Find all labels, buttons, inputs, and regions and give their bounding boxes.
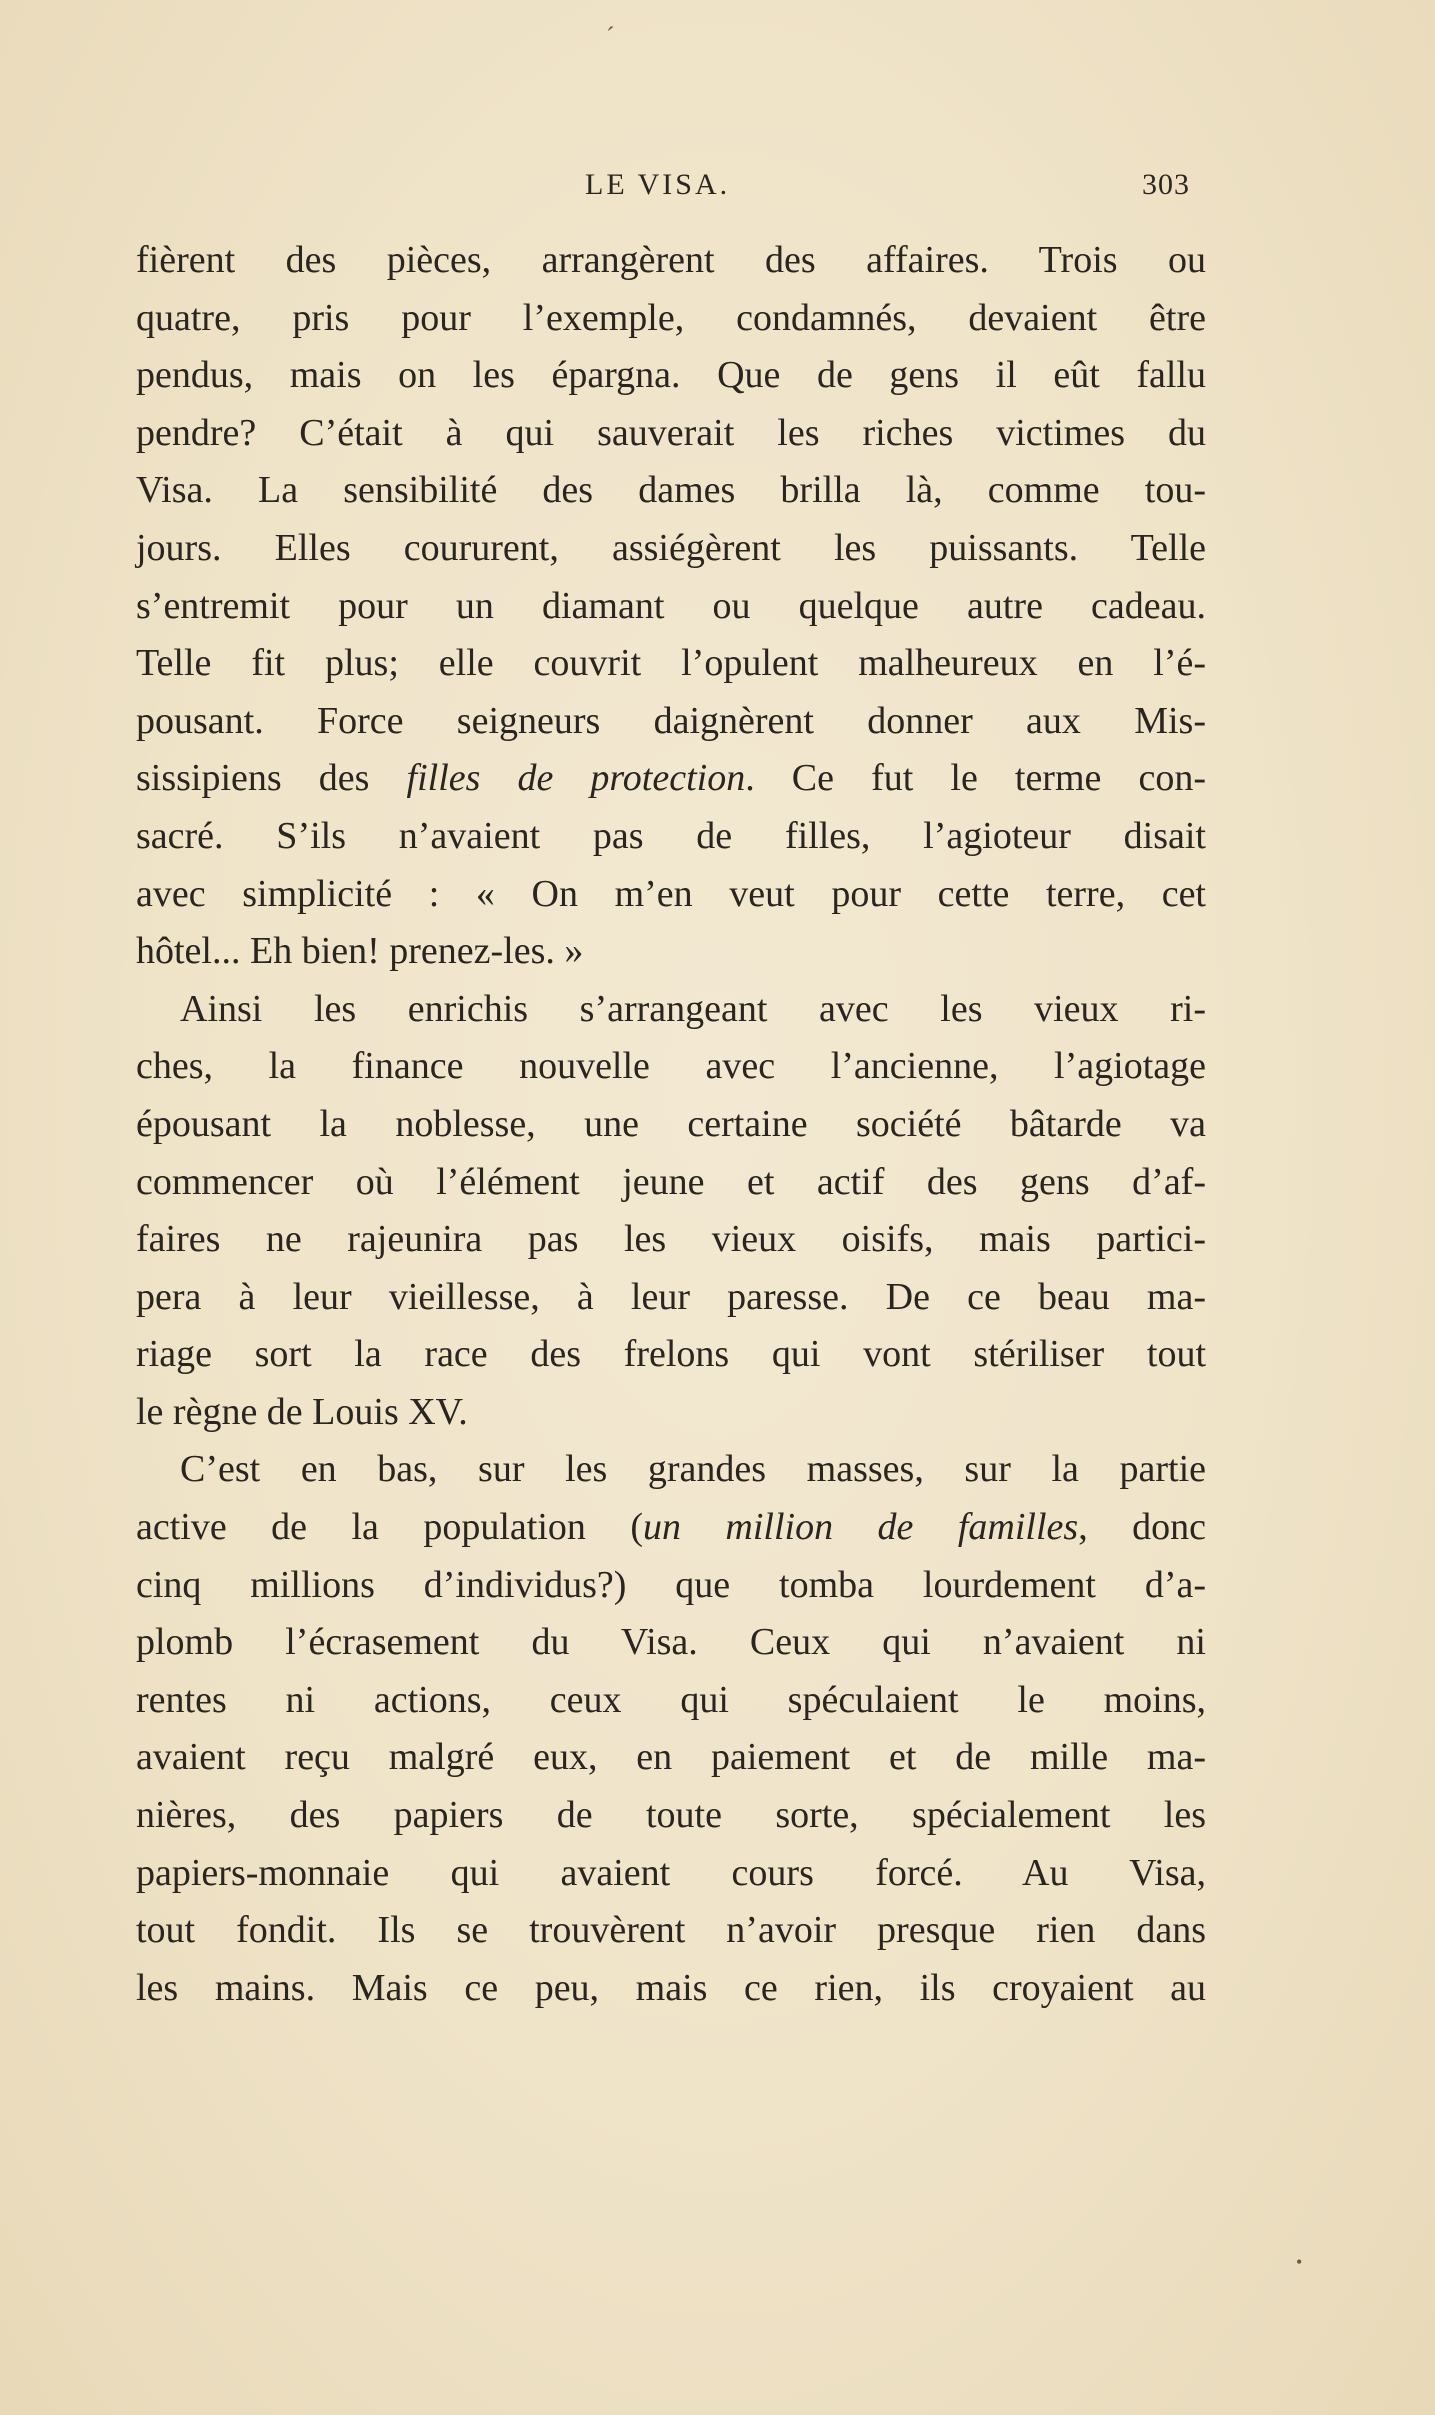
- italic-phrase: filles de protection: [406, 757, 746, 800]
- text-line: papiers-monnaie qui avaient cours forcé. Au Visa,: [136, 1851, 1206, 1894]
- ink-speck: ˊ: [606, 22, 615, 51]
- text-line: faires ne rajeunira pas les vieux oisifs, mais partici-: [136, 1218, 1206, 1261]
- text-line: avec simplicité : « On m’en veut pour cette terre, cet: [136, 872, 1206, 915]
- text-line: les mains. Mais ce peu, mais ce rien, ils croyaient au: [136, 1966, 1206, 2009]
- text-line: pendus, mais on les épargna. Que de gens il eût fallu: [136, 354, 1206, 397]
- page-number: 303: [1142, 168, 1190, 201]
- text-line: hôtel... Eh bien! prenez-les. »: [136, 930, 584, 973]
- text-line: Ainsi les enrichis s’arrangeant avec les vieux ri-: [180, 987, 1206, 1030]
- text-line: fièrent des pièces, arrangèrent des affaires. Trois ou: [136, 239, 1206, 281]
- text-line: pendre? C’était à qui sauverait les riches victimes du: [136, 411, 1206, 454]
- text-line: tout fondit. Ils se trouvèrent n’avoir presque rien dans: [136, 1909, 1206, 1952]
- text-line: pousant. Force seigneurs daignèrent donner aux Mis-: [136, 699, 1206, 742]
- text-line: Telle fit plus; elle couvrit l’opulent malheureux en l’é-: [136, 642, 1206, 685]
- text-line: épousant la noblesse, une certaine société bâtarde va: [136, 1102, 1206, 1145]
- text-line: [136, 1499, 1206, 1557]
- text-line: quatre, pris pour l’exemple, condamnés, devaient être: [136, 296, 1206, 339]
- text-line: pera à leur vieillesse, à leur paresse. De ce beau ma-: [136, 1275, 1206, 1318]
- running-title: LE VISA.: [585, 168, 731, 201]
- text-line: C’est en bas, sur les grandes masses, sur la partie: [180, 1448, 1206, 1491]
- text-line: riage sort la race des frelons qui vont stériliser tout: [136, 1333, 1206, 1376]
- text-line: plomb l’écrasement du Visa. Ceux qui n’avaient ni: [136, 1621, 1206, 1664]
- text-line: jours. Elles coururent, assiégèrent les puissants. Telle: [136, 526, 1206, 569]
- text-line: sacré. S’ils n’avaient pas de filles, l’agioteur disait: [136, 814, 1206, 857]
- italic-phrase: un million de familles: [642, 1506, 1079, 1549]
- text-segment: , donc: [1078, 1506, 1206, 1549]
- text-line: Visa. La sensibilité des dames brilla là, comme tou-: [136, 469, 1206, 512]
- text-segment: sissipiens des: [136, 757, 407, 800]
- text-line: ches, la finance nouvelle avec l’ancienne, l’agiotage: [136, 1045, 1206, 1088]
- text-line: [136, 750, 1206, 808]
- text-segment: active de la population (: [136, 1506, 643, 1549]
- text-line: commencer où l’élément jeune et actif des gens d’af-: [136, 1160, 1206, 1203]
- text-line: le règne de Louis XV.: [136, 1390, 468, 1433]
- text-line: s’entremit pour un diamant ou quelque autre cadeau.: [136, 584, 1206, 627]
- ink-speck: •: [1296, 2252, 1303, 2272]
- page-header: [0, 168, 1435, 208]
- text-line: cinq millions d’individus?) que tomba lourdement d’a-: [136, 1563, 1206, 1606]
- text-line: avaient reçu malgré eux, en paiement et de mille ma-: [136, 1736, 1206, 1779]
- text-segment: . Ce fut le terme con-: [745, 757, 1206, 800]
- text-line: nières, des papiers de toute sorte, spécialement les: [136, 1794, 1206, 1837]
- body-text: [136, 232, 1206, 2017]
- text-line: rentes ni actions, ceux qui spéculaient le moins,: [136, 1678, 1206, 1721]
